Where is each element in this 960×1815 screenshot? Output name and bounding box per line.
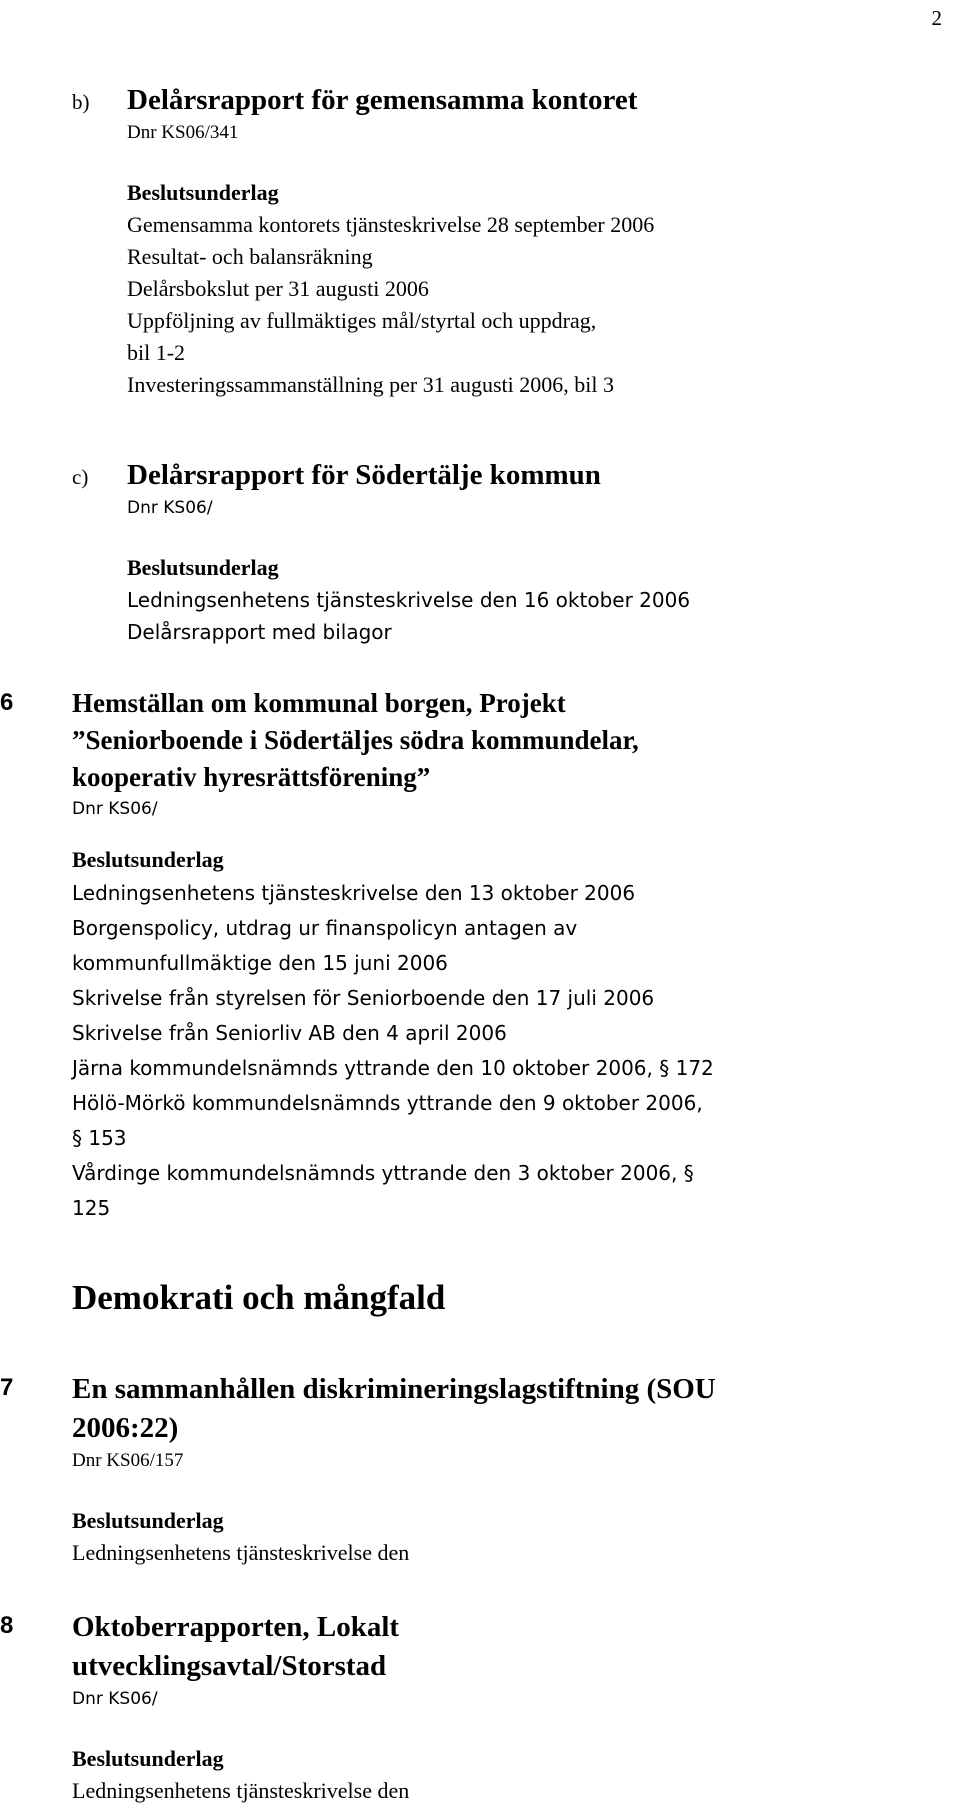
decision-basis-label: Beslutsunderlag xyxy=(72,1508,224,1533)
dnr-label: Dnr KS06/ xyxy=(72,1689,158,1709)
list-item: Delårsrapport med bilagor xyxy=(127,620,392,644)
decision-basis-label: Beslutsunderlag xyxy=(72,847,224,872)
list-item: Skrivelse från Seniorliv AB den 4 april 2006 xyxy=(72,1021,507,1045)
item-title xyxy=(72,685,920,796)
list-item: Vårdinge kommundelsnämnds yttrande den 3 oktober 2006, § xyxy=(72,1161,694,1185)
list-item: kommunfullmäktige den 15 juni 2006 xyxy=(72,951,448,975)
dnr-label: Dnr KS06/157 xyxy=(72,1450,184,1471)
list-item: Borgenspolicy, utdrag ur finanspolicyn antagen av xyxy=(72,916,578,940)
document-list xyxy=(127,584,920,648)
dnr-label: Dnr KS06/341 xyxy=(127,122,239,143)
list-item: Investeringssammanställning per 31 augusti 2006, bil 3 xyxy=(127,372,614,397)
subitem-content xyxy=(127,455,920,648)
list-item: Ledningsenhetens tjänsteskrivelse den 16 oktober 2006 xyxy=(127,588,691,612)
subitem-content xyxy=(127,80,920,401)
item-number: 7 xyxy=(0,1374,14,1401)
document-list xyxy=(72,1537,920,1569)
decision-basis-label: Beslutsunderlag xyxy=(72,1746,224,1771)
section-heading: Demokrati och mångfald xyxy=(72,1278,446,1317)
list-item: Gemensamma kontorets tjänsteskrivelse 28 september 2006 xyxy=(127,212,655,237)
item-content xyxy=(72,1370,920,1569)
list-item: Uppföljning av fullmäktiges mål/styrtal och uppdrag, xyxy=(127,308,597,333)
item-title-line: kooperativ hyresrättsförening” xyxy=(72,762,431,792)
item-number: 8 xyxy=(0,1612,14,1639)
list-item: Resultat- och balansräkning xyxy=(127,244,373,269)
item-title xyxy=(72,1608,920,1686)
item-title-line: En sammanhållen diskrimineringslagstiftning (SOU xyxy=(72,1373,716,1405)
list-item: Ledningsenhetens tjänsteskrivelse den 13 oktober 2006 xyxy=(72,881,636,905)
document-list xyxy=(72,876,920,1226)
document-list xyxy=(72,1775,920,1807)
subitem-title: Delårsrapport för gemensamma kontoret xyxy=(127,84,638,116)
list-item: Järna kommundelsnämnds yttrande den 10 oktober 2006, § 172 xyxy=(72,1056,714,1080)
decision-basis-label: Beslutsunderlag xyxy=(127,180,279,205)
subitem-marker: b) xyxy=(72,90,90,114)
subitem-marker: c) xyxy=(72,465,89,489)
item-title-line: 2006:22) xyxy=(72,1412,179,1444)
decision-basis-label: Beslutsunderlag xyxy=(127,555,279,580)
document-list xyxy=(127,209,920,401)
list-item: Delårsbokslut per 31 augusti 2006 xyxy=(127,276,429,301)
list-item: § 153 xyxy=(72,1126,127,1150)
dnr-label: Dnr KS06/ xyxy=(72,799,158,819)
item-content xyxy=(72,685,920,1226)
item-title xyxy=(72,1370,920,1448)
list-item: Skrivelse från styrelsen för Seniorboende den 17 juli 2006 xyxy=(72,986,655,1010)
item-title-line: Oktoberrapporten, Lokalt xyxy=(72,1611,400,1643)
list-item: Ledningsenhetens tjänsteskrivelse den xyxy=(72,1540,410,1565)
dnr-label: Dnr KS06/ xyxy=(127,498,213,518)
list-item: Ledningsenhetens tjänsteskrivelse den xyxy=(72,1778,410,1803)
item-title-line: Hemställan om kommunal borgen, Projekt xyxy=(72,688,566,718)
item-title-line: ”Seniorboende i Södertäljes södra kommundelar, xyxy=(72,725,639,755)
item-number: 6 xyxy=(0,689,14,716)
list-item: Hölö-Mörkö kommundelsnämnds yttrande den 9 oktober 2006, xyxy=(72,1091,703,1115)
subitem-title: Delårsrapport för Södertälje kommun xyxy=(127,459,601,491)
list-item: bil 1-2 xyxy=(127,340,186,365)
page-number: 2 xyxy=(931,6,942,30)
list-item: 125 xyxy=(72,1196,111,1220)
item-title-line: utvecklingsavtal/Storstad xyxy=(72,1650,387,1682)
item-content xyxy=(72,1608,920,1807)
